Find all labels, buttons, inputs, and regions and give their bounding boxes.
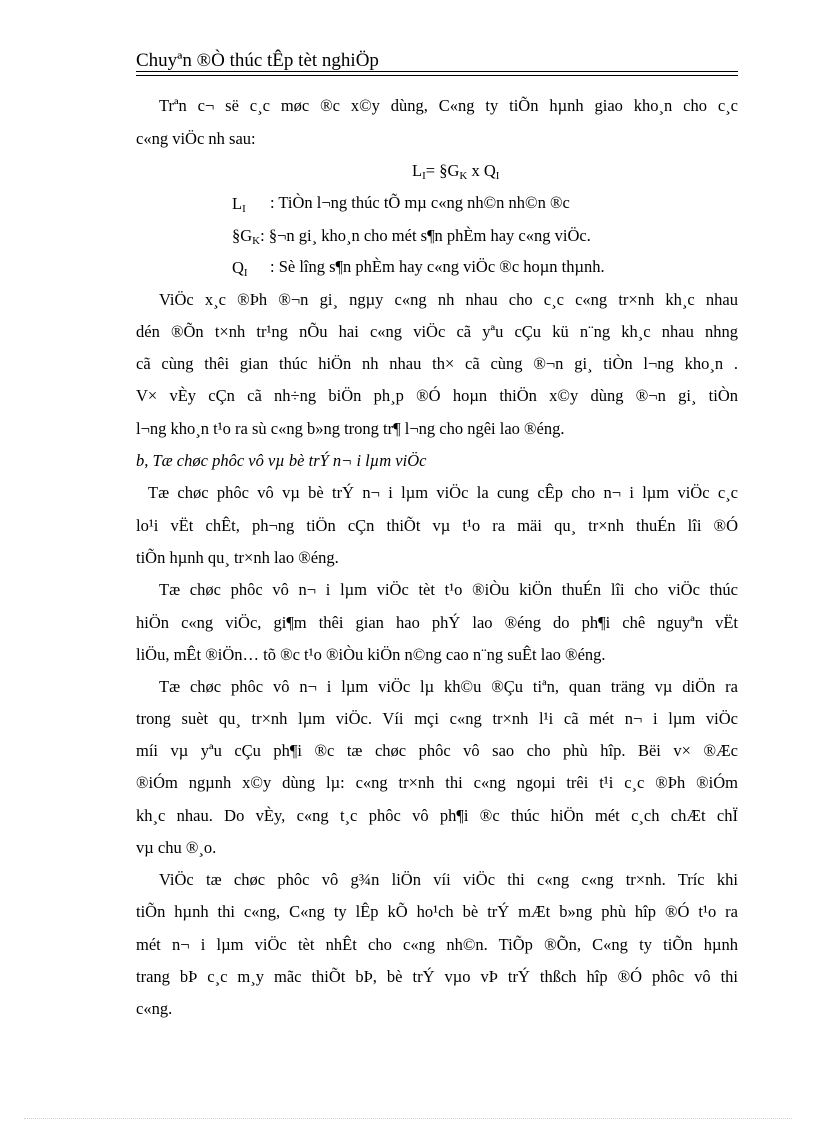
paragraph-line: dén ®Õn t×nh tr¹ng nÕu hai c«ng viÖc cã yªu cÇu kü n¨ng kh¸c nhau nhng [136, 322, 738, 341]
page-header-title: Chuyªn ®Ò thúc tÊp tèt nghiÖp [136, 50, 379, 71]
paragraph-line: cã cùng thêi gian thúc hiÖn nh nhau th× cã cùng ®¬n gi¸ tiÒn l¬ng kho¸n . [136, 354, 738, 373]
page-bottom-border [24, 1118, 792, 1119]
paragraph-line: tiÕn hµnh qu¸ tr×nh lao ®éng. [136, 548, 339, 567]
paragraph-line: c«ng. [136, 999, 173, 1018]
formula-equals: = §G [425, 161, 460, 180]
formula-lhs: L [412, 161, 423, 180]
paragraph-line: V× vÈy cÇn cã nh÷ng biÖn ph¸p ®Ó hoµn thiÖn x©y dùng ®¬n gi¸ tiÒn [136, 386, 738, 405]
paragraph-line: vµ chu ®¸o. [136, 838, 217, 857]
formula [412, 161, 499, 181]
paragraph-line: Trªn c¬ së c¸c møc ®c x©y dùng, C«ng ty tiÕn hµnh giao kho¸n cho c¸c [159, 96, 738, 115]
paragraph-line: c«ng viÖc nh sau: [136, 129, 256, 148]
paragraph-line: tiÕn hµnh thi c«ng, C«ng ty lÊp kÕ ho¹ch bè trÝ mÆt b»ng phù hîp ®Ó t¹o ra [136, 902, 738, 921]
header-rule-thick [136, 71, 738, 72]
formula-times: x Q [467, 161, 496, 180]
paragraph-line: l¬ng kho¸n t¹o ra sù c«ng b»ng trong tr¶ l¬ng cho ngêi lao ®éng. [136, 419, 565, 438]
paragraph-line: lo¹i vËt chÊt, ph¬ng tiÖn cÇn thiÕt vµ t¹o ra mäi qu¸ tr×nh thuÉn lîi ®Ó [136, 516, 738, 535]
definition-symbol: $L_I$ [232, 194, 246, 215]
definition-text: : Sè lîng s¶n phÈm hay c«ng viÖc ®c hoµn thµnh. [270, 257, 605, 276]
paragraph-line: trang bÞ c¸c m¸y mãc thiÕt bÞ, bè trÝ vµo vÞ trÝ thßch hîp ®Ó phôc vô thi [136, 967, 738, 986]
paragraph-line: kh¸c nhau. Do vÈy, c«ng t¸c phôc vô ph¶i ®c thúc hiÖn mét c¸ch chÆt chÏ [136, 806, 738, 825]
paragraph-line: míi vµ yªu cÇu ph¶i ®c tæ chøc phôc vô sao cho phù hîp. Bëi v× ®Æc [136, 741, 738, 760]
paragraph-line: Tæ chøc phôc vô n¬ i lµm viÖc tèt t¹o ®iÒu kiÖn thuÉn lîi cho viÖc thúc [159, 580, 738, 599]
paragraph-line: ViÖc tæ chøc phôc vô g¾n liÖn víi viÖc thi c«ng c«ng tr×nh. Tríc khi [159, 870, 738, 889]
paragraph-line: Tæ chøc phôc vô vµ bè trÝ n¬ i lµm viÖc la cung cÊp cho n¬ i lµm viÖc c¸c [148, 483, 738, 502]
paragraph-line: Tæ chøc phôc vô n¬ i lµm viÖc lµ kh©u ®Çu tiªn, quan träng vµ diÖn ra [159, 677, 738, 696]
formula-lhs-subscript: I [422, 170, 426, 182]
paragraph-line: trong suèt qu¸ tr×nh lµm viÖc. Víi mçi c«ng tr×nh l¹i cã mét n¬ i lµm viÖc [136, 709, 738, 728]
header-rule-thin [136, 75, 738, 76]
paragraph-line: ®iÓm ngµnh x©y dùng lµ: c«ng tr×nh thi c«ng ngoµi trêi t¹i c¸c ®Þh ®iÓm [136, 773, 738, 792]
definition-symbol: $Q_I$ [232, 258, 248, 279]
definition-text: : TiÒn l¬ng thúc tÕ mµ c«ng nh©n nh©n ®c [270, 193, 570, 212]
paragraph-line: hiÖn c«ng viÖc, gi¶m thêi gian hao phÝ lao ®éng do ph¶i chê nguyªn vËt [136, 613, 738, 632]
definition-line: $\S G_K$: §¬n gi¸ kho¸n cho mét s¶n phÈm hay c«ng viÖc. [232, 226, 591, 247]
paragraph-line: mét n¬ i lµm viÖc tèt nhÊt cho c«ng nh©n. TiÕp ®Õn, C«ng ty tiÕn hµnh [136, 935, 738, 954]
paragraph-line: ViÖc x¸c ®Þh ®¬n gi¸ ngµy c«ng nh nhau cho c¸c c«ng tr×nh kh¸c nhau [159, 290, 738, 309]
formula-rhs-subscript: I [495, 170, 500, 182]
paragraph-line: liÖu, mÊt ®iÖn… tõ ®c t¹o ®iÒu kiÖn n©ng cao n¨ng suÊt lao ®éng. [136, 645, 606, 664]
formula-mid-subscript: K [459, 170, 468, 182]
sub-heading: b, Tæ chøc phôc vô vµ bè trÝ n¬ i lµm viÖc [136, 451, 427, 470]
